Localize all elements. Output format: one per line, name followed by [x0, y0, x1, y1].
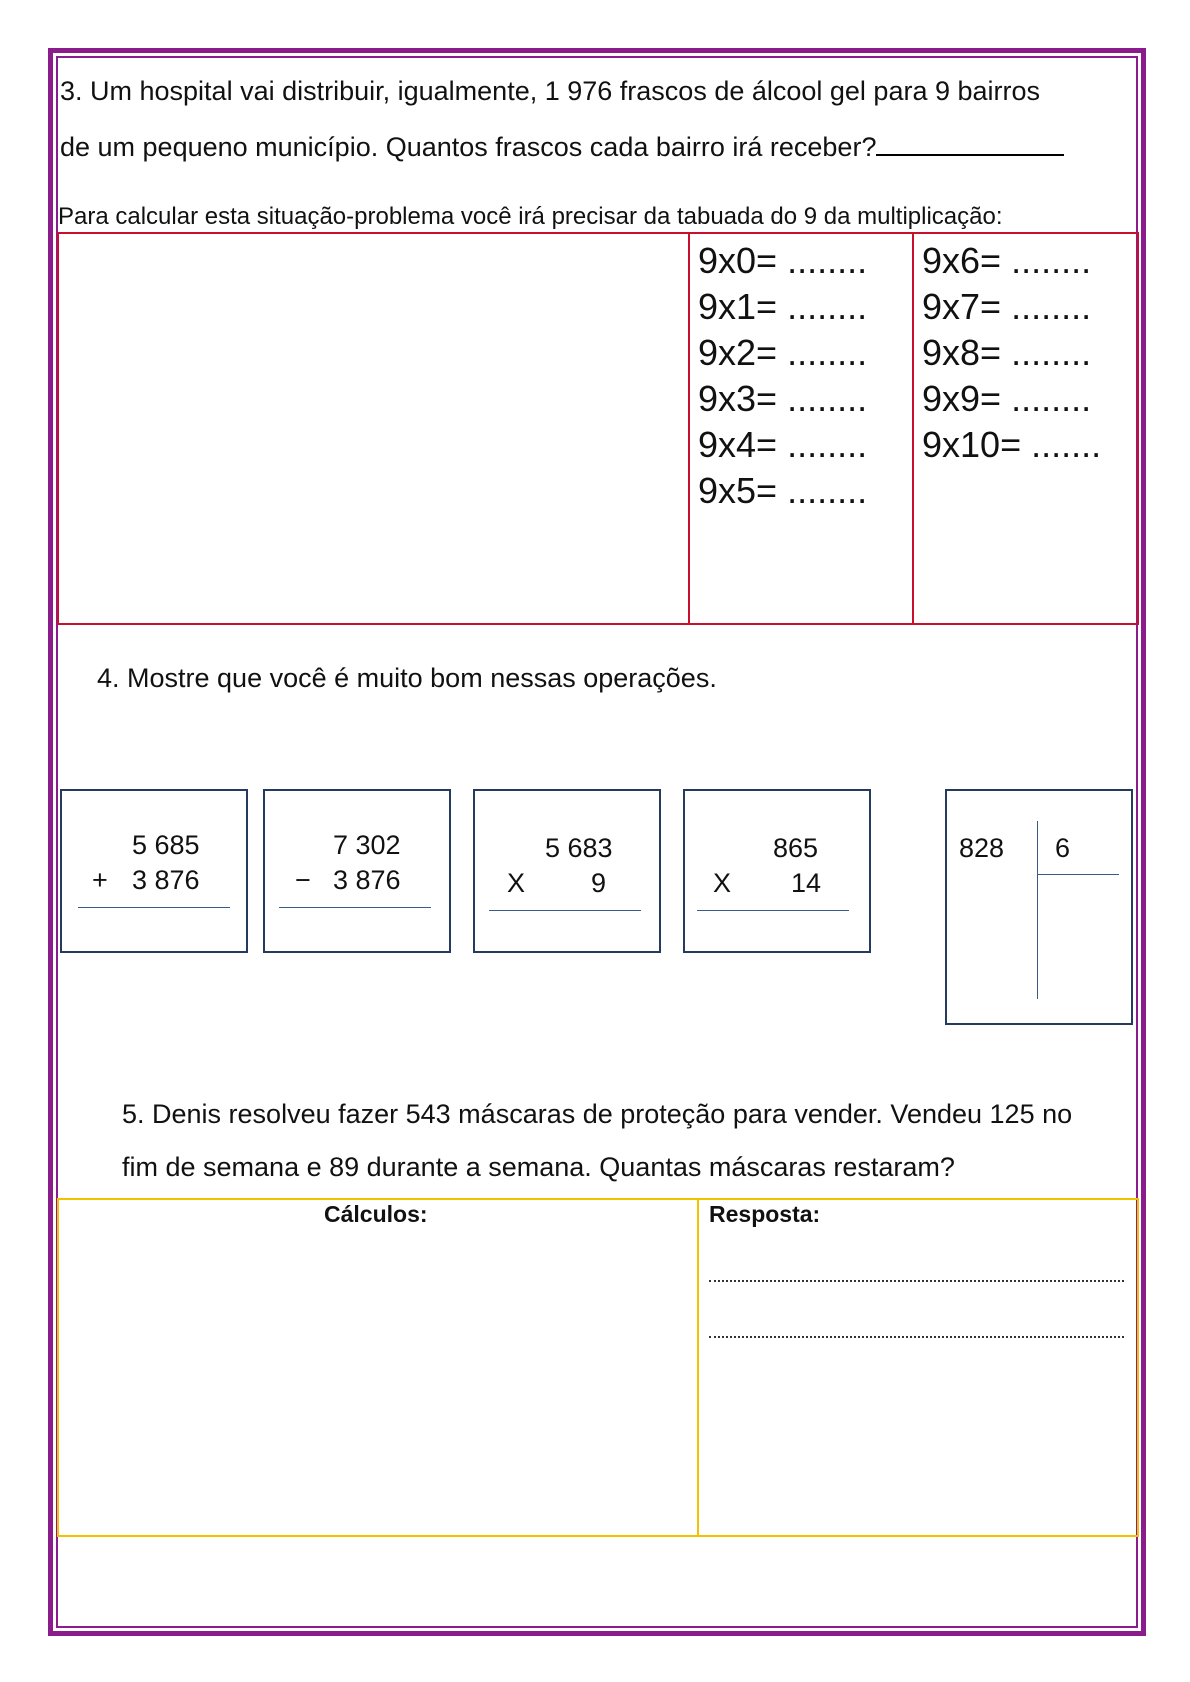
answer-line-1[interactable] [709, 1278, 1124, 1282]
plus-sign: + [92, 865, 108, 895]
work-area[interactable] [59, 234, 686, 623]
q3-answer-blank[interactable] [876, 130, 1064, 156]
times-row: 9x10= ....... [922, 424, 1102, 465]
times-sign: X [507, 868, 526, 898]
times-row: 9x6= ........ [922, 240, 1092, 281]
times-table-divider-1 [688, 232, 690, 625]
times-row: 9x0= ........ [698, 240, 868, 281]
times-row: 9x7= ........ [922, 286, 1092, 327]
addition-box[interactable] [60, 789, 248, 953]
dividend: 828 [959, 833, 1005, 863]
multiplier: 14 [791, 868, 822, 898]
calculations-area[interactable] [59, 1232, 695, 1535]
division-box[interactable] [945, 789, 1133, 1025]
q5-line-2: fim de semana e 89 durante a semana. Quantas máscaras restaram? [122, 1152, 955, 1182]
subtraction-box[interactable] [263, 789, 451, 953]
times-row: 9x9= ........ [922, 378, 1092, 419]
addend-bottom: 3 876 [132, 865, 200, 895]
multiplication-box-2[interactable] [683, 789, 871, 953]
division-vertical-line [1037, 821, 1038, 999]
times-row: 9x3= ........ [698, 378, 868, 419]
times-row: 9x5= ........ [698, 470, 868, 511]
times-table-divider-2 [912, 232, 914, 625]
times-sign: X [713, 868, 732, 898]
q4-title: 4. Mostre que você é muito bom nessas operações. [97, 663, 717, 693]
times-table-col-1 [698, 238, 867, 514]
q3-line-2 [60, 130, 1064, 163]
calculations-label: Cálculos: [324, 1201, 428, 1227]
answer-line-2[interactable] [709, 1334, 1124, 1338]
multiplier: 9 [591, 868, 607, 898]
subtrahend: 3 876 [333, 865, 401, 895]
multiplicand: 865 [773, 833, 819, 863]
q5-line-1: 5. Denis resolveu fazer 543 máscaras de proteção para vender. Vendeu 125 no [122, 1099, 1073, 1129]
product-line [489, 910, 641, 911]
times-row: 9x8= ........ [922, 332, 1092, 373]
addend-top: 5 685 [132, 830, 200, 860]
divisor: 6 [1055, 833, 1071, 863]
sum-line [78, 907, 230, 908]
multiplication-box-1[interactable] [473, 789, 661, 953]
times-row: 9x2= ........ [698, 332, 868, 373]
minus-sign: − [295, 865, 311, 895]
answer-box-divider [697, 1198, 699, 1537]
difference-line [279, 907, 431, 908]
times-row: 9x4= ........ [698, 424, 868, 465]
multiplicand: 5 683 [545, 833, 613, 863]
division-horizontal-line [1037, 874, 1119, 875]
answer-label: Resposta: [709, 1201, 821, 1227]
q3-line-1: 3. Um hospital vai distribuir, igualmente, 1 976 frascos de álcool gel para 9 bairros [60, 76, 1041, 106]
product-line [697, 910, 849, 911]
times-row: 9x1= ........ [698, 286, 868, 327]
q3-line-2-text: de um pequeno município. Quantos frascos cada bairro irá receber? [60, 132, 877, 162]
minuend: 7 302 [333, 830, 401, 860]
q3-instruction: Para calcular esta situação-problema você irá precisar da tabuada do 9 da multiplicação: [58, 203, 1003, 230]
times-table-col-2 [922, 238, 1101, 468]
